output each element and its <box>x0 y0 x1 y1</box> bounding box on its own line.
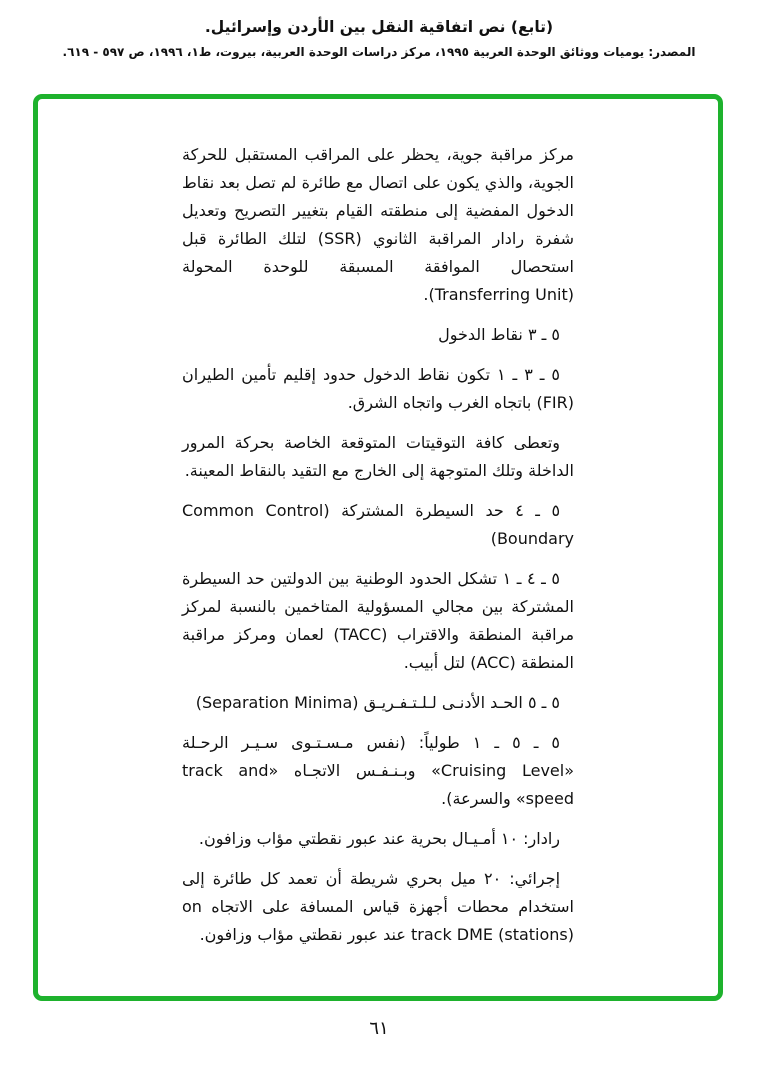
paragraph-procedural-separation: إجرائي: ٢٠ ميل بحري شريطة أن تعمد كل طائرة إلى استخدام محطات أجهزة قياس المسافة على الاتجاه on track DME (stations) عند عبور نقطتي مؤاب وزافون. <box>182 869 574 944</box>
paragraph-radar-separation: رادار: ١٠ أمـيـال بحرية عند عبور نقطتي مؤاب وزافون. <box>198 829 560 848</box>
paragraph-expected-timings: وتعطى كافة التوقيتات المتوقعة الخاصة بحركة المرور الداخلة وتلك المتوجهة إلى الخارج مع التقيد بالنقاط المعينة. <box>182 433 574 480</box>
page-header <box>0 18 758 59</box>
document-title: (تابع) نص اتفاقية النقل بين الأردن وإسرائيل. <box>204 18 554 36</box>
document-border-box <box>33 94 723 1001</box>
page-footer <box>0 1018 758 1039</box>
source-citation: المصدر: يوميات ووثائق الوحدة العربية ١٩٩٥، مركز دراسات الوحدة العربية، بيروت، ط١، ١٩٩٦، ص ٥٩٧ - ٦١٩. <box>62 45 696 59</box>
paragraph-national-borders: ٥ ـ ٤ ـ ١ تشكل الحدود الوطنية بين الدولتين حد السيطرة المشتركة بين مجالي المسؤولية المتاخمين بالنسبة لمركز مراقبة المنطقة والاقتراب (TACC) لعمان ومركز مراقبة المنطقة (ACC) لتل أبيب. <box>182 569 575 672</box>
section-heading-entry-points: ٥ ـ ٣ نقاط الدخول <box>438 325 560 344</box>
document-text-column <box>182 141 574 949</box>
section-heading-separation-minima: ٥ ـ ٥ الحـد الأدنـى لـلـتـفـريـق (Separation Minima) <box>195 693 560 712</box>
section-heading-common-control-boundary: ٥ ـ ٤ حد السيطرة المشتركة (Common Control Boundary) <box>182 501 574 548</box>
paragraph-airspace-control: مركز مراقبة جوية، يحظر على المراقب المستقبل للحركة الجوية، والذي يكون على اتصال مع طائرة لم تصل بعد نقاط الدخول المفضية إلى منطقته القيام بتغيير التصريح وتعديل شفرة رادار المراقبة الثانوي (SSR) لتلك الطائرة قبل استحصال الموافقة المسبقة للوحدة المحولة (Transferring Unit). <box>182 145 575 304</box>
paragraph-entry-points-fir: ٥ ـ ٣ ـ ١ تكون نقاط الدخول حدود إقليم تأمين الطيران (FIR) باتجاه الغرب واتجاه الشرق. <box>182 365 574 412</box>
page-number: ٦١ <box>369 1018 389 1039</box>
paragraph-longitudinal-separation: ٥ ـ ٥ ـ ١ طولياً: (نفس مـسـتـوى سـيـر الرحـلة «Cruising Level» وبـنـفـس الاتجـاه «track and speed» والسرعة). <box>182 733 575 808</box>
